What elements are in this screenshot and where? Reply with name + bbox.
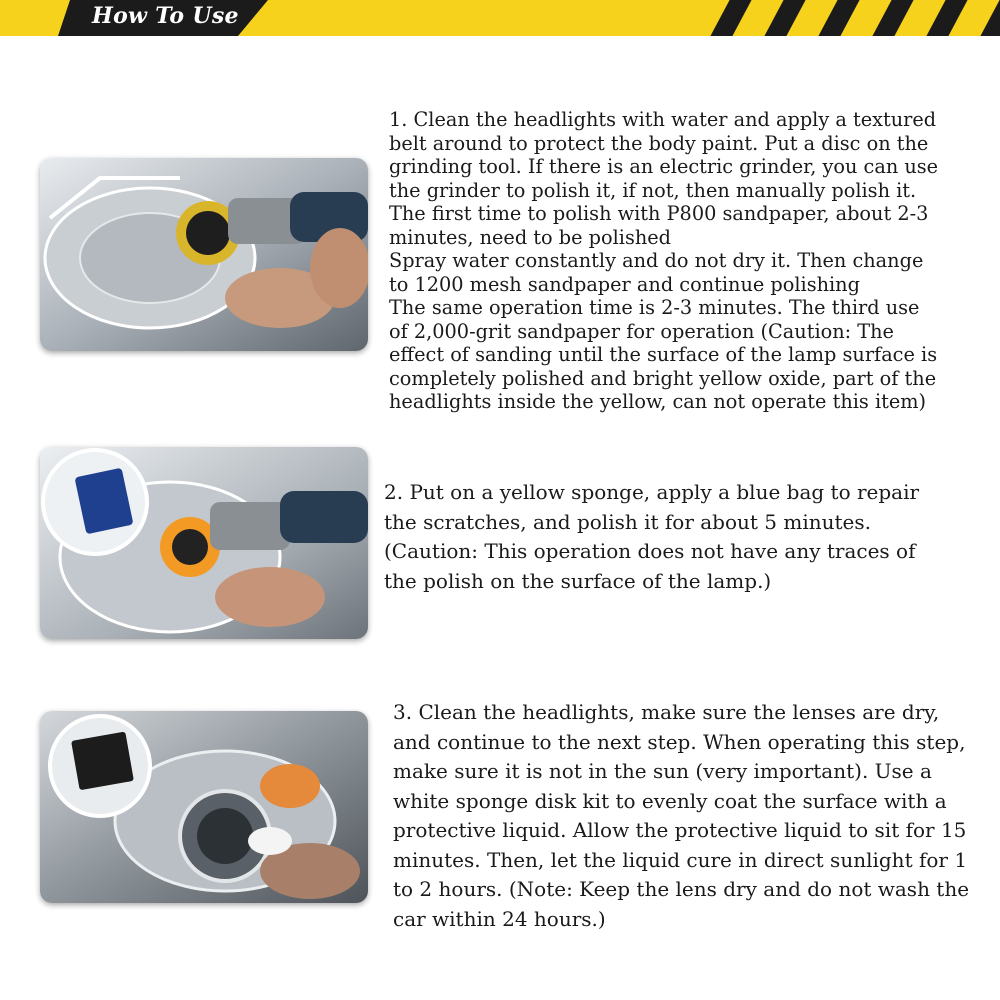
instruction-line: The same operation time is 2-3 minutes. The third use — [389, 296, 920, 319]
instruction-line: make sure it is not in the sun (very important). Use a — [393, 759, 932, 783]
page-title: How To Use — [92, 3, 239, 29]
instruction-line: 2. Put on a yellow sponge, apply a blue bag to repair — [384, 480, 920, 504]
stripe — [764, 0, 805, 36]
instruction-line: (Caution: This operation does not have any traces of — [384, 539, 916, 563]
instruction-line: The first time to polish with P800 sandpaper, about 2-3 — [389, 202, 929, 225]
instruction-line: minutes, need to be polished — [389, 225, 672, 249]
step3-photo — [40, 711, 368, 903]
instruction-line: the grinder to polish it, if not, then manually polish it. — [389, 178, 917, 202]
instruction-line: the scratches, and polish it for about 5 minutes. — [384, 509, 871, 534]
instruction-line: completely polished and bright yellow oxide, part of the — [389, 366, 937, 390]
step2-instructions — [384, 478, 984, 596]
stripe — [818, 0, 859, 36]
instruction-line: the polish on the surface of the lamp.) — [384, 568, 772, 593]
instruction-line: 1. Clean the headlights with water and apply a textured — [389, 108, 937, 131]
step2-photo — [40, 447, 368, 639]
instruction-line: belt around to protect the body paint. Put a disc on the — [389, 131, 929, 155]
hazard-stripes — [700, 0, 1000, 36]
step1-instructions — [389, 108, 979, 414]
instruction-line: of 2,000-grit sandpaper for operation (Caution: The — [389, 319, 894, 343]
stripe — [710, 0, 751, 36]
header-banner — [0, 0, 1000, 36]
instruction-line: headlights inside the yellow, can not operate this item) — [389, 390, 927, 413]
instruction-line: car within 24 hours.) — [393, 906, 606, 931]
stripe — [980, 0, 1000, 36]
instruction-line: grinding tool. If there is an electric grinder, you can use — [389, 155, 939, 178]
instruction-line: to 2 hours. (Note: Keep the lens dry and do not wash the — [393, 877, 970, 901]
instruction-line: minutes. Then, let the liquid cure in direct sunlight for 1 — [393, 847, 968, 872]
instruction-line: effect of sanding until the surface of the lamp surface is — [389, 343, 938, 366]
instruction-line: protective liquid. Allow the protective liquid to sit for 15 — [393, 818, 967, 842]
instruction-line: to 1200 mesh sandpaper and continue polishing — [389, 272, 860, 296]
stripe — [872, 0, 913, 36]
step3-instructions — [393, 698, 993, 934]
instruction-line: Spray water constantly and do not dry it. Then change — [389, 249, 924, 272]
stripe — [926, 0, 967, 36]
instruction-line: 3. Clean the headlights, make sure the lenses are dry, — [393, 700, 940, 724]
instruction-line: white sponge disk kit to evenly coat the surface with a — [393, 788, 947, 813]
instruction-line: and continue to the next step. When operating this step, — [393, 729, 966, 754]
step1-photo — [40, 158, 368, 351]
